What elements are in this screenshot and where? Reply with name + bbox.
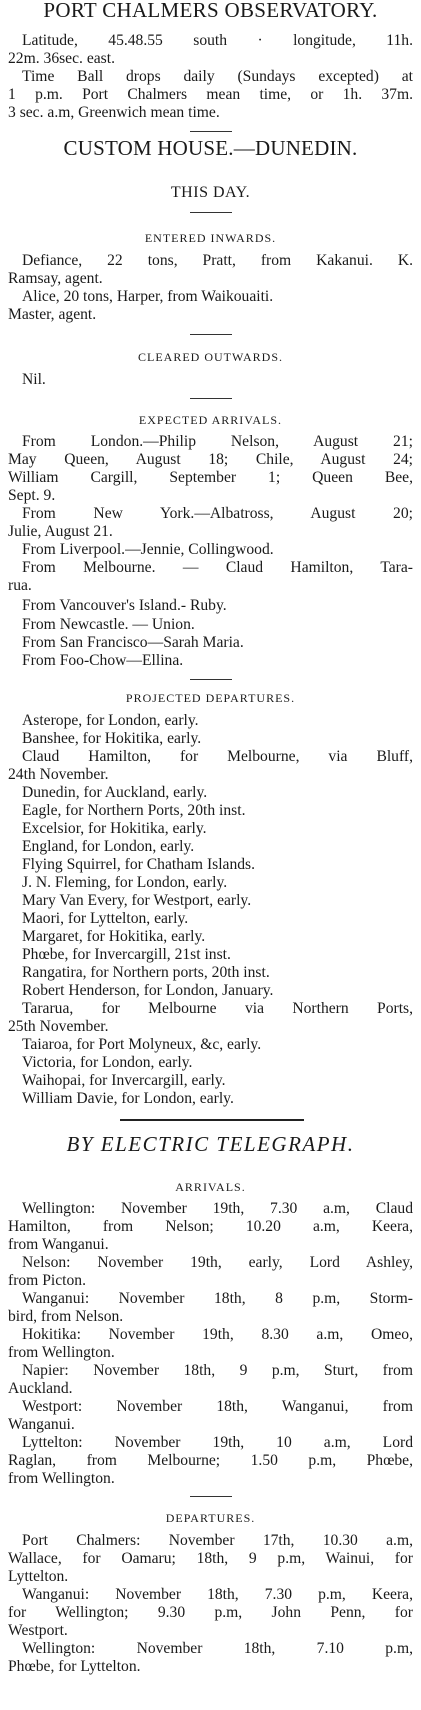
- observatory-line: Time Ball drops daily (Sundays excepted) at: [22, 68, 413, 85]
- expected-arrivals-line: From Newcastle. — Union.: [22, 616, 195, 633]
- departure-line: Asterope, for London, early.: [22, 712, 199, 729]
- cleared-outwards-heading: CLEARED OUTWARDS.: [138, 350, 283, 364]
- divider: [190, 1496, 232, 1497]
- observatory-line: 3 sec. a.m, Greenwich mean time.: [8, 104, 220, 121]
- custom-house-title: CUSTOM HOUSE.—DUNEDIN.: [63, 136, 358, 160]
- departure-line: Claud Hamilton, for Melbourne, via Bluff,: [22, 748, 413, 765]
- telegraph-arrival-line: Wanganui: November 18th, 8 p.m, Storm-: [22, 1290, 413, 1307]
- observatory-line: 22m. 36sec. east.: [8, 50, 115, 67]
- departure-line: Waihopai, for Invercargill, early.: [22, 1072, 226, 1089]
- projected-departures-heading: PROJECTED DEPARTURES.: [125, 691, 296, 705]
- telegraph-arrival-line: from Wellington.: [8, 1470, 115, 1487]
- departure-line: Phœbe, for Invercargill, 21st inst.: [22, 946, 231, 963]
- divider: [190, 679, 232, 680]
- expected-arrivals-line: Julie, August 21.: [8, 523, 113, 540]
- departure-line: William Davie, for London, early.: [22, 1090, 234, 1107]
- observatory-title: PORT CHALMERS OBSERVATORY.: [43, 0, 378, 22]
- departure-line: England, for London, early.: [22, 838, 195, 855]
- telegraph-departure-line: Port Chalmers: November 17th, 10.30 a.m,: [22, 1532, 413, 1549]
- divider: [190, 212, 232, 213]
- divider: [190, 334, 232, 335]
- telegraph-arrival-line: Hamilton, from Nelson; 10.20 a.m, Keera,: [8, 1218, 413, 1235]
- telegraph-arrival-line: Wellington: November 19th, 7.30 a.m, Claud: [22, 1200, 413, 1217]
- observatory-line: Latitude, 45.48.55 south · longitude, 11h.: [22, 32, 413, 49]
- telegraph-departure-line: Wellington: November 18th, 7.10 p.m,: [22, 1640, 413, 1657]
- telegraph-departure-line: Wanganui: November 18th, 7.30 p.m, Keera,: [22, 1586, 413, 1603]
- expected-arrivals-heading: EXPECTED ARRIVALS.: [138, 413, 283, 427]
- telegraph-arrival-line: from Picton.: [8, 1272, 86, 1289]
- expected-arrivals-line: From San Francisco—Sarah Maria.: [22, 634, 244, 651]
- departure-line: Maori, for Lyttelton, early.: [22, 910, 189, 927]
- telegraph-departure-line: Lyttelton.: [8, 1568, 69, 1585]
- telegraph-departure-line: Westport.: [8, 1622, 68, 1639]
- telegraph-arrival-line: Raglan, from Melbourne; 1.50 p.m, Phœbe,: [8, 1452, 413, 1469]
- telegraph-arrival-line: Lyttelton: November 19th, 10 a.m, Lord: [22, 1434, 413, 1451]
- divider: [190, 398, 232, 399]
- departure-line: Banshee, for Hokitika, early.: [22, 730, 202, 747]
- entered-inwards-line: Alice, 20 tons, Harper, from Waikouaiti.: [22, 288, 274, 305]
- expected-arrivals-line: Sept. 9.: [8, 487, 56, 504]
- departure-line: Taiaroa, for Port Molyneux, &c, early.: [22, 1036, 262, 1053]
- expected-arrivals-line: rua.: [8, 577, 32, 594]
- expected-arrivals-line: William Cargill, September 1; Queen Bee,: [8, 469, 413, 486]
- telegraph-departures-heading: DEPARTURES.: [165, 1511, 256, 1525]
- expected-arrivals-line: From Melbourne. — Claud Hamilton, Tara-: [22, 559, 413, 576]
- departure-line: Margaret, for Hokitika, early.: [22, 928, 206, 945]
- observatory-line: 1 p.m. Port Chalmers mean time, or 1h. 37m.: [8, 86, 413, 103]
- telegraph-arrival-line: Hokitika: November 19th, 8.30 a.m, Omeo,: [22, 1326, 413, 1343]
- entered-inwards-line: Ramsay, agent.: [8, 270, 103, 287]
- expected-arrivals-line: From New York.—Albatross, August 20;: [22, 505, 413, 522]
- expected-arrivals-line: From London.—Philip Nelson, August 21;: [22, 433, 413, 450]
- entered-inwards-heading: ENTERED INWARDS.: [144, 231, 277, 245]
- section-rule: [120, 1119, 304, 1121]
- departure-line: Robert Henderson, for London, January.: [22, 982, 274, 999]
- telegraph-departure-line: for Wellington; 9.30 p.m, John Penn, for: [8, 1604, 413, 1621]
- telegraph-arrival-line: Wanganui.: [8, 1416, 75, 1433]
- telegraph-departure-line: Phœbe, for Lyttelton.: [8, 1658, 141, 1675]
- expected-arrivals-line: From Liverpool.—Jennie, Collingwood.: [22, 541, 274, 558]
- departure-line: Eagle, for Northern Ports, 20th inst.: [22, 802, 246, 819]
- departure-line: 24th November.: [8, 766, 109, 783]
- telegraph-title: BY ELECTRIC TELEGRAPH.: [66, 1132, 355, 1156]
- custom-house-subtitle: THIS DAY.: [170, 184, 251, 201]
- telegraph-arrival-line: Westport: November 18th, Wanganui, from: [22, 1398, 413, 1415]
- expected-arrivals-line: May Queen, August 18; Chile, August 24;: [8, 451, 413, 468]
- entered-inwards-line: Defiance, 22 tons, Pratt, from Kakanui. K.: [22, 252, 413, 269]
- telegraph-arrival-line: Auckland.: [8, 1380, 73, 1397]
- departure-line: Victoria, for London, early.: [22, 1054, 193, 1071]
- departure-line: Flying Squirrel, for Chatham Islands.: [22, 856, 256, 873]
- departure-line: Rangatira, for Northern ports, 20th inst.: [22, 964, 270, 981]
- expected-arrivals-line: From Foo-Chow—Ellina.: [22, 652, 184, 669]
- departure-line: 25th November.: [8, 1018, 109, 1035]
- departure-line: Mary Van Every, for Westport, early.: [22, 892, 252, 909]
- telegraph-departure-line: Wallace, for Oamaru; 18th, 9 p.m, Wainui, for: [8, 1550, 413, 1567]
- expected-arrivals-line: From Vancouver's Island.- Ruby.: [22, 597, 227, 614]
- cleared-outwards-line: Nil.: [22, 371, 46, 388]
- telegraph-arrival-line: from Wellington.: [8, 1344, 115, 1361]
- telegraph-arrivals-heading: ARRIVALS.: [175, 1180, 246, 1194]
- telegraph-arrival-line: bird, from Nelson.: [8, 1308, 124, 1325]
- departure-line: Tararua, for Melbourne via Northern Ports,: [22, 1000, 413, 1017]
- departure-line: Excelsior, for Hokitika, early.: [22, 820, 207, 837]
- departure-line: Dunedin, for Auckland, early.: [22, 784, 208, 801]
- telegraph-arrival-line: Napier: November 18th, 9 p.m, Sturt, from: [22, 1362, 413, 1379]
- departure-line: J. N. Fleming, for London, early.: [22, 874, 228, 891]
- entered-inwards-line: Master, agent.: [8, 306, 97, 323]
- divider: [190, 131, 232, 132]
- telegraph-arrival-line: Nelson: November 19th, early, Lord Ashley,: [22, 1254, 413, 1271]
- telegraph-arrival-line: from Wanganui.: [8, 1236, 109, 1253]
